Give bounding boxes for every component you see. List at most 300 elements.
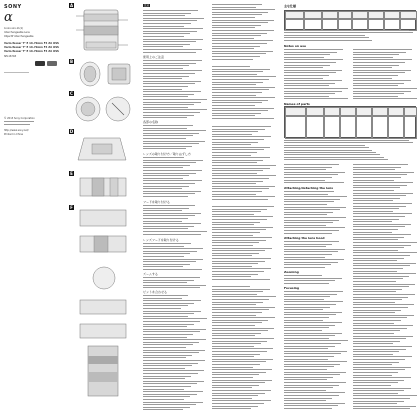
text-line bbox=[353, 52, 406, 53]
text-line bbox=[353, 362, 399, 363]
text-line bbox=[353, 382, 398, 383]
text-line bbox=[143, 180, 202, 181]
text-line bbox=[143, 96, 188, 97]
text-line bbox=[212, 142, 258, 143]
text-line bbox=[284, 246, 326, 247]
text-line bbox=[212, 108, 274, 109]
text-line bbox=[284, 214, 327, 215]
text-line bbox=[284, 267, 325, 268]
text-line bbox=[143, 178, 183, 179]
text-line bbox=[284, 32, 413, 33]
text-line bbox=[284, 40, 372, 41]
text-line bbox=[353, 172, 414, 173]
text-line bbox=[284, 275, 322, 276]
text-line bbox=[212, 126, 271, 127]
text-line bbox=[353, 164, 408, 165]
text-line bbox=[143, 277, 200, 278]
text-line bbox=[284, 164, 339, 165]
text-line bbox=[143, 386, 191, 387]
text-line bbox=[4, 121, 34, 122]
text-line bbox=[353, 185, 407, 186]
focus-ring-diagrams bbox=[72, 206, 136, 406]
text-line bbox=[212, 59, 253, 60]
text-line bbox=[353, 67, 392, 68]
text-line bbox=[212, 178, 269, 179]
text-line bbox=[284, 75, 329, 76]
english-text-panel bbox=[281, 0, 420, 420]
text-line bbox=[212, 245, 253, 246]
text-line bbox=[212, 191, 262, 192]
text-line bbox=[212, 325, 255, 326]
text-line bbox=[284, 249, 345, 250]
text-line bbox=[353, 310, 401, 311]
text-line bbox=[212, 66, 250, 67]
text-line bbox=[353, 91, 411, 92]
text-line bbox=[353, 83, 404, 84]
text-line bbox=[143, 141, 205, 142]
text-line bbox=[353, 359, 405, 360]
text-line bbox=[212, 74, 257, 75]
text-line bbox=[212, 266, 252, 267]
text-line bbox=[284, 304, 336, 305]
text-line bbox=[143, 402, 203, 403]
text-line bbox=[353, 343, 393, 344]
text-line bbox=[284, 340, 348, 341]
text-line bbox=[143, 221, 182, 222]
text-line bbox=[284, 142, 413, 143]
text-line bbox=[212, 43, 267, 44]
text-line bbox=[143, 173, 196, 174]
text-line bbox=[212, 395, 258, 396]
text-line bbox=[143, 313, 194, 314]
text-line bbox=[143, 391, 203, 392]
text-line bbox=[212, 183, 256, 184]
text-line bbox=[353, 297, 408, 298]
text-line bbox=[284, 338, 329, 339]
text-line bbox=[353, 169, 395, 170]
text-line bbox=[212, 387, 252, 388]
text-line bbox=[353, 247, 404, 248]
text-line bbox=[143, 165, 190, 166]
text-line bbox=[284, 330, 322, 331]
text-line bbox=[212, 110, 268, 111]
text-line bbox=[143, 102, 201, 103]
text-line bbox=[143, 33, 190, 34]
text-line bbox=[143, 138, 186, 139]
text-line bbox=[353, 289, 402, 290]
text-line bbox=[212, 79, 269, 80]
text-line bbox=[353, 49, 412, 50]
text-line bbox=[143, 298, 182, 299]
model-name-2: Vario-Tessar T* E 16-70mm F4 ZA OSS bbox=[4, 46, 59, 49]
text-line bbox=[212, 216, 273, 217]
text-line bbox=[284, 182, 344, 183]
text-line bbox=[143, 357, 186, 358]
text-line bbox=[284, 317, 329, 318]
text-line bbox=[143, 316, 188, 317]
text-line bbox=[212, 105, 255, 106]
text-line bbox=[143, 318, 207, 319]
text-line bbox=[143, 18, 204, 19]
text-line bbox=[212, 209, 267, 210]
text-line bbox=[212, 333, 261, 334]
text-line bbox=[353, 54, 399, 55]
text-line bbox=[284, 353, 341, 354]
text-line bbox=[212, 372, 266, 373]
text-line bbox=[143, 10, 198, 11]
text-line bbox=[143, 246, 184, 247]
text-line bbox=[212, 261, 265, 262]
text-line bbox=[212, 87, 275, 88]
text-line bbox=[284, 78, 323, 79]
text-line bbox=[353, 85, 398, 86]
text-line bbox=[284, 254, 332, 255]
text-line bbox=[212, 27, 255, 28]
text-line bbox=[143, 352, 199, 353]
spec-title-jp: 主な仕様 bbox=[284, 4, 297, 8]
text-line bbox=[212, 291, 263, 292]
text-line bbox=[212, 219, 267, 220]
text-line bbox=[212, 33, 267, 34]
text-line bbox=[212, 330, 268, 331]
text-line bbox=[212, 97, 275, 98]
text-line bbox=[284, 348, 328, 349]
text-line bbox=[353, 187, 400, 188]
text-line bbox=[143, 73, 195, 74]
text-line bbox=[284, 37, 369, 38]
text-line bbox=[212, 214, 254, 215]
text-line bbox=[143, 83, 195, 84]
text-line bbox=[353, 260, 397, 261]
text-line bbox=[212, 348, 273, 349]
text-line bbox=[143, 305, 188, 306]
text-line bbox=[353, 234, 411, 235]
text-line bbox=[143, 234, 201, 235]
text-line bbox=[212, 309, 269, 310]
text-line bbox=[353, 302, 395, 303]
text-line bbox=[212, 335, 255, 336]
text-line bbox=[212, 296, 276, 297]
text-line bbox=[212, 95, 256, 96]
text-line bbox=[353, 57, 393, 58]
text-line bbox=[353, 286, 409, 287]
text-line bbox=[353, 62, 405, 63]
text-line bbox=[143, 186, 189, 187]
text-line bbox=[212, 118, 274, 119]
text-line bbox=[353, 258, 404, 259]
text-line bbox=[143, 355, 192, 356]
text-line bbox=[353, 180, 394, 181]
text-line bbox=[284, 262, 338, 263]
text-line bbox=[353, 312, 395, 313]
text-line bbox=[212, 188, 269, 189]
text-line bbox=[284, 201, 334, 202]
text-line bbox=[212, 294, 257, 295]
text-line bbox=[143, 31, 197, 32]
text-line bbox=[143, 266, 183, 267]
text-line bbox=[143, 300, 201, 301]
text-line bbox=[212, 25, 261, 26]
text-line bbox=[284, 325, 335, 326]
text-line bbox=[284, 343, 341, 344]
text-line bbox=[143, 256, 184, 257]
text-line bbox=[353, 336, 413, 337]
text-line bbox=[284, 209, 340, 210]
text-line bbox=[284, 346, 335, 347]
text-line bbox=[212, 56, 260, 57]
text-line bbox=[284, 80, 342, 81]
text-line bbox=[143, 383, 197, 384]
text-line bbox=[353, 380, 404, 381]
text-line bbox=[212, 7, 256, 8]
text-line bbox=[212, 4, 262, 5]
text-line bbox=[212, 276, 251, 277]
text-line bbox=[143, 109, 207, 110]
printed-in: Printed in China bbox=[4, 133, 24, 136]
text-line bbox=[212, 144, 251, 145]
text-line bbox=[353, 177, 401, 178]
text-line bbox=[212, 147, 270, 148]
text-line bbox=[353, 341, 400, 342]
text-line bbox=[143, 370, 204, 371]
text-line bbox=[212, 253, 259, 254]
text-line bbox=[143, 13, 191, 14]
text-line bbox=[212, 328, 274, 329]
zeiss-logo bbox=[35, 61, 45, 66]
text-line bbox=[212, 263, 258, 264]
text-line bbox=[212, 76, 276, 77]
text-line bbox=[212, 400, 271, 401]
text-line bbox=[212, 102, 262, 103]
text-line bbox=[143, 308, 181, 309]
alpha-logo: α bbox=[4, 10, 13, 25]
text-line bbox=[353, 203, 412, 204]
text-line bbox=[143, 76, 189, 77]
text-line bbox=[143, 23, 191, 24]
text-line bbox=[143, 223, 201, 224]
text-line bbox=[212, 113, 261, 114]
text-line bbox=[353, 245, 411, 246]
text-line bbox=[353, 385, 391, 386]
text-line bbox=[143, 344, 193, 345]
text-line bbox=[284, 333, 342, 334]
text-line bbox=[143, 264, 190, 265]
text-line bbox=[212, 30, 274, 31]
text-line bbox=[212, 382, 265, 383]
text-line bbox=[212, 361, 266, 362]
text-line bbox=[212, 320, 268, 321]
text-line bbox=[143, 133, 199, 134]
text-line bbox=[212, 338, 274, 339]
text-line bbox=[212, 390, 271, 391]
text-line bbox=[212, 149, 264, 150]
text-line bbox=[212, 279, 270, 280]
text-line bbox=[284, 70, 342, 71]
text-line bbox=[212, 307, 275, 308]
text-line bbox=[353, 330, 400, 331]
text-line bbox=[353, 213, 412, 214]
mount-logo bbox=[47, 61, 57, 66]
text-line bbox=[143, 253, 190, 254]
text-line bbox=[353, 78, 392, 79]
section-heading-en-4: Attaching the lens hood bbox=[284, 236, 325, 240]
text-line bbox=[284, 356, 334, 357]
text-line bbox=[284, 194, 328, 195]
text-line bbox=[284, 157, 384, 158]
text-line bbox=[353, 299, 402, 300]
text-line bbox=[284, 351, 347, 352]
text-line bbox=[212, 302, 263, 303]
figure-label-d: D bbox=[69, 129, 74, 134]
text-line bbox=[212, 304, 256, 305]
text-line bbox=[212, 367, 253, 368]
text-line bbox=[143, 107, 188, 108]
text-line bbox=[212, 374, 259, 375]
text-line bbox=[284, 65, 330, 66]
text-line bbox=[212, 240, 266, 241]
text-line bbox=[143, 213, 201, 214]
text-line bbox=[143, 160, 203, 161]
text-line bbox=[353, 219, 399, 220]
text-line bbox=[284, 167, 332, 168]
text-line bbox=[284, 220, 339, 221]
text-line bbox=[212, 403, 264, 404]
text-line bbox=[353, 291, 396, 292]
text-line bbox=[353, 208, 399, 209]
text-line bbox=[212, 165, 276, 166]
text-line bbox=[143, 396, 190, 397]
text-line bbox=[212, 232, 260, 233]
text-line bbox=[353, 271, 397, 272]
text-line bbox=[284, 405, 338, 406]
section-heading-jp-5: レンズフードを取り付ける bbox=[143, 238, 179, 242]
text-line bbox=[353, 226, 405, 227]
text-line bbox=[212, 155, 251, 156]
text-line bbox=[143, 243, 191, 244]
text-line bbox=[212, 354, 260, 355]
text-line bbox=[284, 385, 339, 386]
text-line bbox=[353, 65, 399, 66]
text-line bbox=[143, 104, 194, 105]
text-line bbox=[353, 328, 407, 329]
text-line bbox=[143, 331, 200, 332]
text-line bbox=[353, 237, 404, 238]
text-line bbox=[284, 283, 329, 284]
text-line bbox=[284, 369, 327, 370]
text-line bbox=[284, 230, 339, 231]
text-line bbox=[143, 15, 185, 16]
text-line bbox=[284, 196, 347, 197]
text-line bbox=[284, 147, 369, 148]
text-line bbox=[284, 150, 372, 151]
text-line bbox=[143, 210, 182, 211]
text-line bbox=[353, 239, 398, 240]
section-heading-jp-4: フードを取り付ける bbox=[143, 200, 170, 204]
text-line bbox=[143, 20, 197, 21]
text-line bbox=[284, 180, 325, 181]
text-line bbox=[212, 211, 261, 212]
text-line bbox=[143, 94, 194, 95]
text-line bbox=[353, 206, 406, 207]
text-line bbox=[212, 139, 264, 140]
text-line bbox=[143, 196, 188, 197]
text-line bbox=[143, 28, 203, 29]
text-line bbox=[284, 392, 345, 393]
text-line bbox=[143, 130, 206, 131]
text-line bbox=[284, 59, 343, 60]
text-line bbox=[212, 17, 255, 18]
text-line bbox=[284, 301, 343, 302]
text-line bbox=[212, 235, 253, 236]
text-line bbox=[284, 335, 335, 336]
section-heading-en-1: Notes on use bbox=[284, 44, 307, 48]
text-line bbox=[212, 274, 258, 275]
text-line bbox=[143, 360, 205, 361]
text-line bbox=[143, 170, 202, 171]
text-line bbox=[212, 89, 269, 90]
text-line bbox=[353, 372, 398, 373]
text-line bbox=[143, 251, 197, 252]
text-line bbox=[143, 368, 185, 369]
figure-label-a: A bbox=[69, 3, 74, 8]
text-line bbox=[353, 320, 401, 321]
text-line bbox=[212, 175, 276, 176]
text-line bbox=[143, 188, 182, 189]
text-line bbox=[143, 99, 207, 100]
text-line bbox=[353, 96, 398, 97]
text-line bbox=[284, 314, 336, 315]
text-line bbox=[284, 291, 343, 292]
text-line bbox=[212, 224, 254, 225]
text-line bbox=[353, 388, 411, 389]
text-line bbox=[353, 93, 404, 94]
text-line bbox=[353, 349, 406, 350]
text-line bbox=[284, 67, 323, 68]
text-line bbox=[212, 343, 261, 344]
text-line bbox=[284, 322, 342, 323]
text-line bbox=[353, 167, 401, 168]
section-heading-jp-3: レンズの取り付け方／取りはずし方 bbox=[143, 152, 191, 156]
text-line bbox=[212, 242, 259, 243]
text-line bbox=[353, 75, 398, 76]
text-line bbox=[284, 204, 327, 205]
text-line bbox=[143, 208, 189, 209]
text-line bbox=[212, 289, 270, 290]
text-line bbox=[143, 321, 200, 322]
text-line bbox=[143, 342, 199, 343]
text-line bbox=[212, 385, 259, 386]
text-line bbox=[284, 207, 346, 208]
text-line bbox=[284, 372, 346, 373]
text-line bbox=[143, 167, 183, 168]
text-line bbox=[212, 341, 267, 342]
text-line bbox=[353, 390, 404, 391]
text-line bbox=[284, 191, 334, 192]
text-line bbox=[212, 38, 254, 39]
section-heading-en-6: Focusing bbox=[284, 286, 299, 290]
text-line bbox=[143, 324, 194, 325]
text-line bbox=[353, 268, 403, 269]
text-line bbox=[284, 177, 332, 178]
product-type-fr: Objectif interchangeable bbox=[4, 35, 34, 38]
text-line bbox=[212, 380, 272, 381]
text-line bbox=[212, 82, 263, 83]
text-line bbox=[353, 333, 394, 334]
text-line bbox=[143, 231, 207, 232]
text-line bbox=[353, 80, 411, 81]
text-line bbox=[353, 354, 393, 355]
text-line bbox=[212, 136, 271, 137]
